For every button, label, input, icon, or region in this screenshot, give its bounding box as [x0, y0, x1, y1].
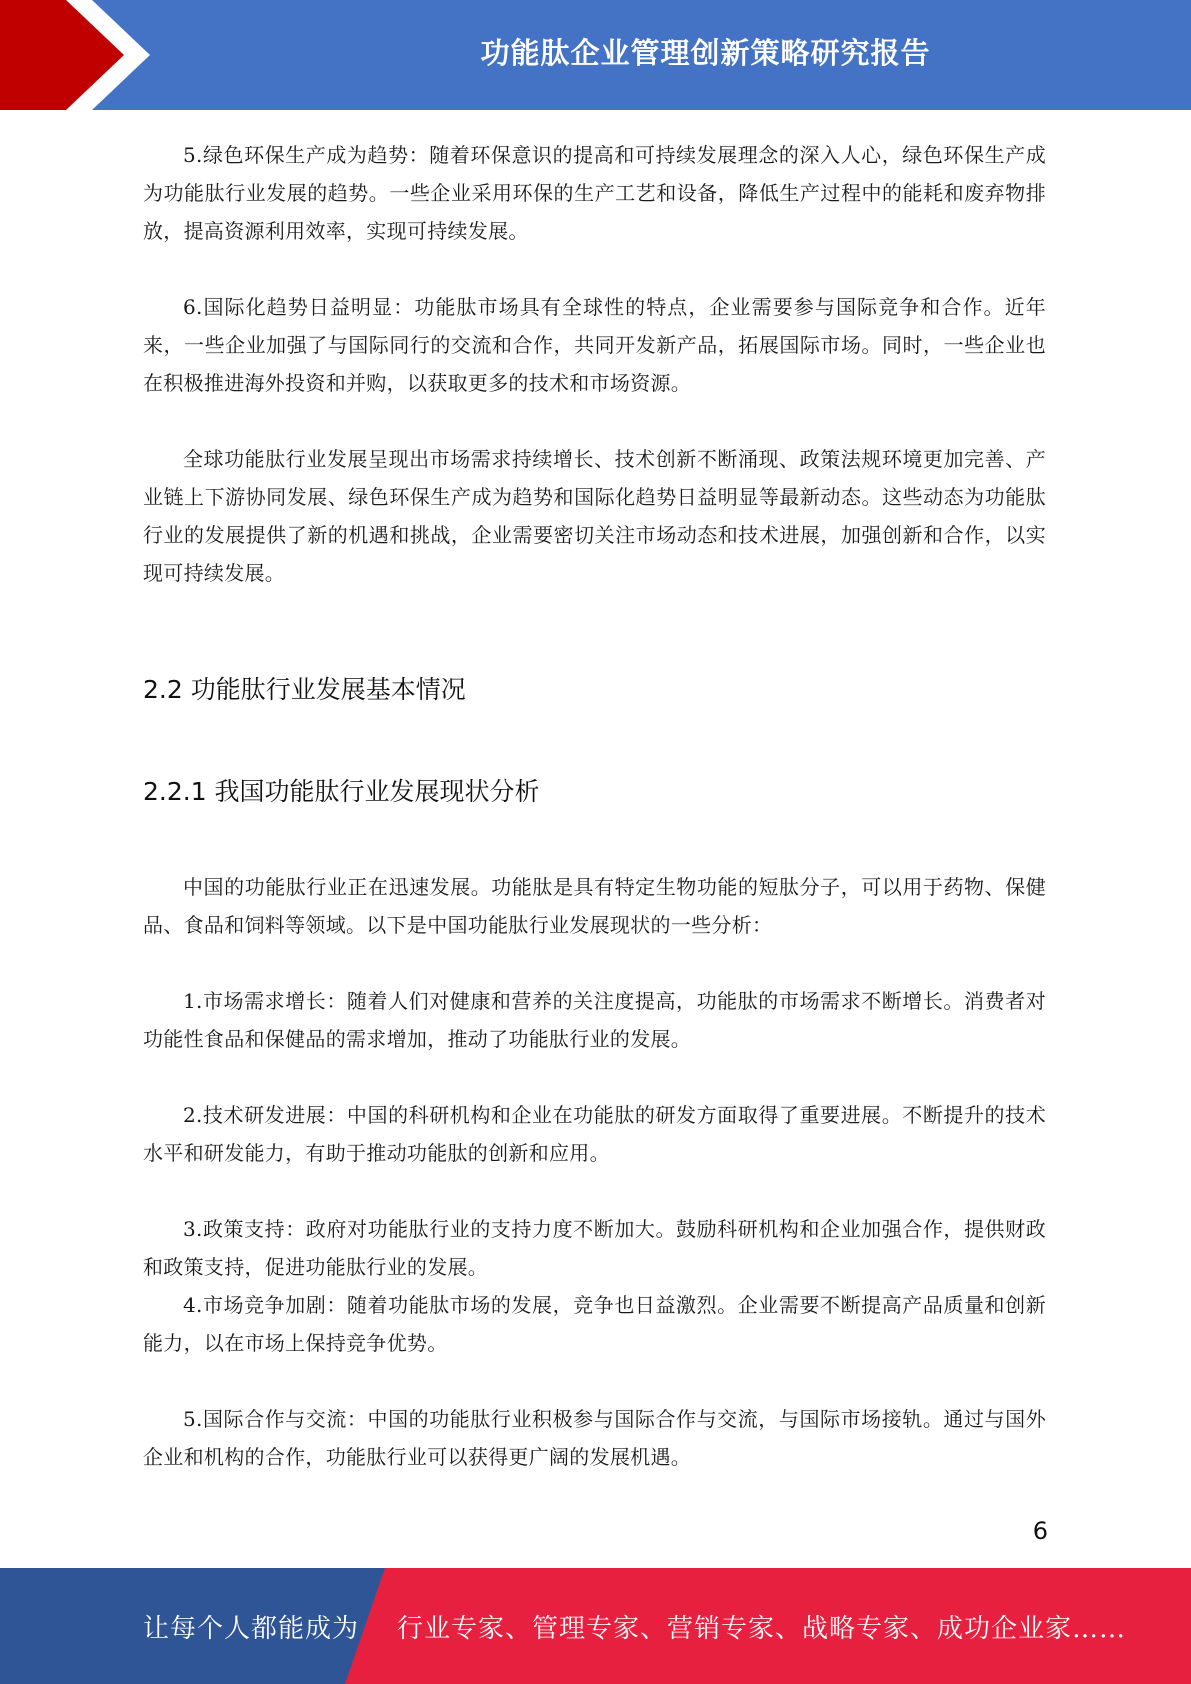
paragraph-china-intro: 中国的功能肽行业正在迅速发展。功能肽是具有特定生物功能的短肽分子，可以用于药物、保健品、食品和饲料等领域。以下是中国功能肽行业发展现状的一些分析： [143, 875, 1046, 937]
paragraph-competition: 4.市场竞争加剧：随着功能肽市场的发展，竞争也日益激烈。企业需要不断提高产品质量和创新能力，以在市场上保持竞争优势。 [143, 1293, 1046, 1355]
paragraph-tech-rd: 2.技术研发进展：中国的科研机构和企业在功能肽的研发方面取得了重要进展。不断提升的技术水平和研发能力，有助于推动功能肽的创新和应用。 [143, 1103, 1046, 1165]
page-number: 6 [1032, 1517, 1048, 1545]
main-content [143, 136, 1046, 1476]
section-heading-2-2: 2.2 功能肽行业发展基本情况 [143, 675, 466, 704]
paragraph-global-summary: 全球功能肽行业发展呈现出市场需求持续增长、技术创新不断涌现、政策法规环境更加完善、产业链上下游协同发展、绿色环保生产成为趋势和国际化趋势日益明显等最新动态。这些动态为功能肽行业的发展提供了新的机遇和挑战，企业需要密切关注市场动态和技术进展，加强创新和合作，以实现可持续发展。 [143, 447, 1046, 585]
paragraph-market-demand: 1.市场需求增长：随着人们对健康和营养的关注度提高，功能肽的市场需求不断增长。消费者对功能性食品和保健品的需求增加，推动了功能肽行业的发展。 [143, 989, 1046, 1051]
page-header [0, 0, 1191, 110]
page-footer [0, 1568, 1191, 1684]
paragraph-intl-cooperation: 5.国际合作与交流：中国的功能肽行业积极参与国际合作与交流，与国际市场接轨。通过与国外企业和机构的合作，功能肽行业可以获得更广阔的发展机遇。 [143, 1407, 1046, 1469]
paragraph-internationalization: 6.国际化趋势日益明显：功能肽市场具有全球性的特点，企业需要参与国际竞争和合作。近年来，一些企业加强了与国际同行的交流和合作，共同开发新产品，拓展国际市场。同时，一些企业也在积极推进海外投资和并购，以获取更多的技术和市场资源。 [143, 295, 1046, 395]
section-heading-2-2-1: 2.2.1 我国功能肽行业发展现状分析 [143, 777, 540, 806]
report-title: 功能肽企业管理创新策略研究报告 [480, 35, 931, 70]
paragraph-green-production: 5.绿色环保生产成为趋势：随着环保意识的提高和可持续发展理念的深入人心，绿色环保生产成为功能肽行业发展的趋势。一些企业采用环保的生产工艺和设备，降低生产过程中的能耗和废弃物排放，提高资源利用效率，实现可持续发展。 [143, 143, 1046, 243]
footer-slogan-left: 让每个人都能成为 [143, 1613, 360, 1644]
paragraph-policy-support: 3.政策支持：政府对功能肽行业的支持力度不断加大。鼓励科研机构和企业加强合作，提供财政和政策支持，促进功能肽行业的发展。 [143, 1217, 1046, 1279]
footer-slogan-right: 行业专家、管理专家、营销专家、战略专家、成功企业家…… [397, 1613, 1127, 1644]
